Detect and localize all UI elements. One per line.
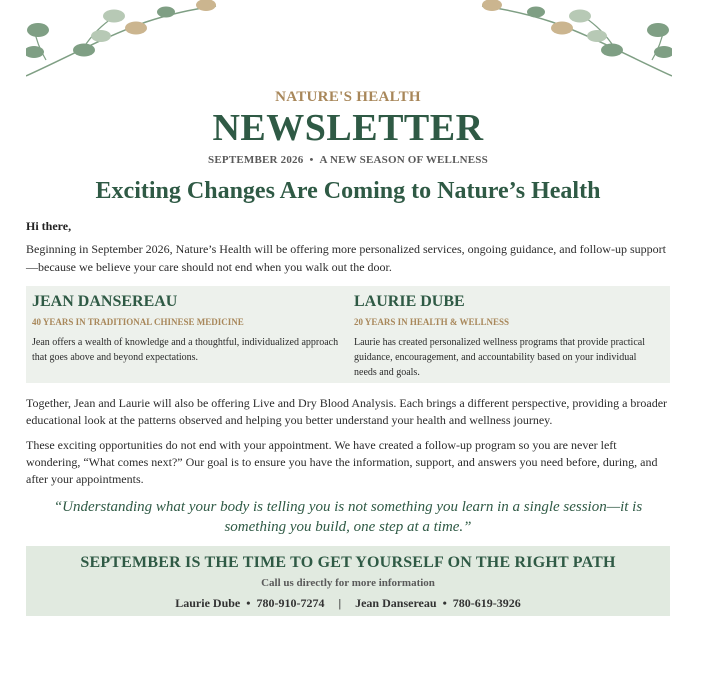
- body-paragraph-blood-analysis: Together, Jean and Laurie will also be offering Live and Dry Blood Analysis. Each brings a different perspective, providing a broader educational look at the patterns observed and helping you better understand your health and wellness journey.: [26, 396, 668, 427]
- newsletter-header: [26, 88, 670, 166]
- contact-divider: |: [338, 596, 342, 610]
- call-to-action-banner: [26, 546, 670, 616]
- bio-text: Laurie has created personalized wellness programs that provide practical guidance, encouragement, and accountability based on your individual needs and goals.: [354, 337, 645, 378]
- greeting: Hi there,: [26, 219, 72, 233]
- article-headline: Exciting Changes Are Coming to Nature’s Health: [95, 178, 601, 204]
- contact-phone-laurie[interactable]: 780-910-7274: [256, 596, 325, 610]
- issue-date: SEPTEMBER 2026: [208, 154, 304, 166]
- bio-role: 20 YEARS IN HEALTH & WELLNESS: [354, 317, 509, 327]
- body-paragraph-follow-up: These exciting opportunities do not end with your appointment. We have created a follow-up program so you are never left wondering, “What comes next?” Our goal is to ensure you have the information, support, and answers you need before, during, and after your appointments.: [26, 438, 658, 486]
- bio-text: Jean offers a wealth of knowledge and a thoughtful, individualized approach that goes above and beyond expectations.: [32, 337, 339, 363]
- practitioner-bios: [26, 286, 670, 383]
- contact-name-laurie: Laurie Dube: [175, 596, 241, 610]
- bio-name: LAURIE DUBE: [354, 293, 465, 310]
- separator-dot: •: [246, 596, 251, 610]
- issue-tagline: A NEW SEASON OF WELLNESS: [319, 154, 488, 166]
- bio-name: JEAN DANSEREAU: [32, 293, 178, 310]
- contact-line: [26, 595, 670, 611]
- brand-name: NATURE'S HEALTH: [275, 89, 421, 105]
- eucalyptus-branch-left: [26, 0, 246, 80]
- separator-dot: •: [309, 154, 314, 166]
- cta-subtitle: Call us directly for more information: [261, 577, 435, 589]
- contact-name-jean: Jean Dansereau: [355, 596, 437, 610]
- masthead-title: NEWSLETTER: [212, 107, 484, 149]
- cta-title: SEPTEMBER IS THE TIME TO GET YOURSELF ON THE RIGHT PATH: [80, 554, 616, 571]
- intro-paragraph: Beginning in September 2026, Nature’s Health will be offering more personalized services, ongoing guidance, and follow-up support—because we believe your care should not end when you walk out the door.: [26, 242, 666, 274]
- pull-quote: “Understanding what your body is telling you is not something you learn in a single session—it is something you build, one step at a time.”: [53, 499, 643, 535]
- contact-phone-jean[interactable]: 780-619-3926: [452, 596, 521, 610]
- bio-laurie: [354, 292, 654, 380]
- bio-role: 40 YEARS IN TRADITIONAL CHINESE MEDICINE: [32, 317, 244, 327]
- issue-line: [26, 154, 670, 166]
- separator-dot: •: [442, 596, 447, 610]
- eucalyptus-branch-right: [452, 0, 672, 80]
- bio-jean: [32, 292, 340, 365]
